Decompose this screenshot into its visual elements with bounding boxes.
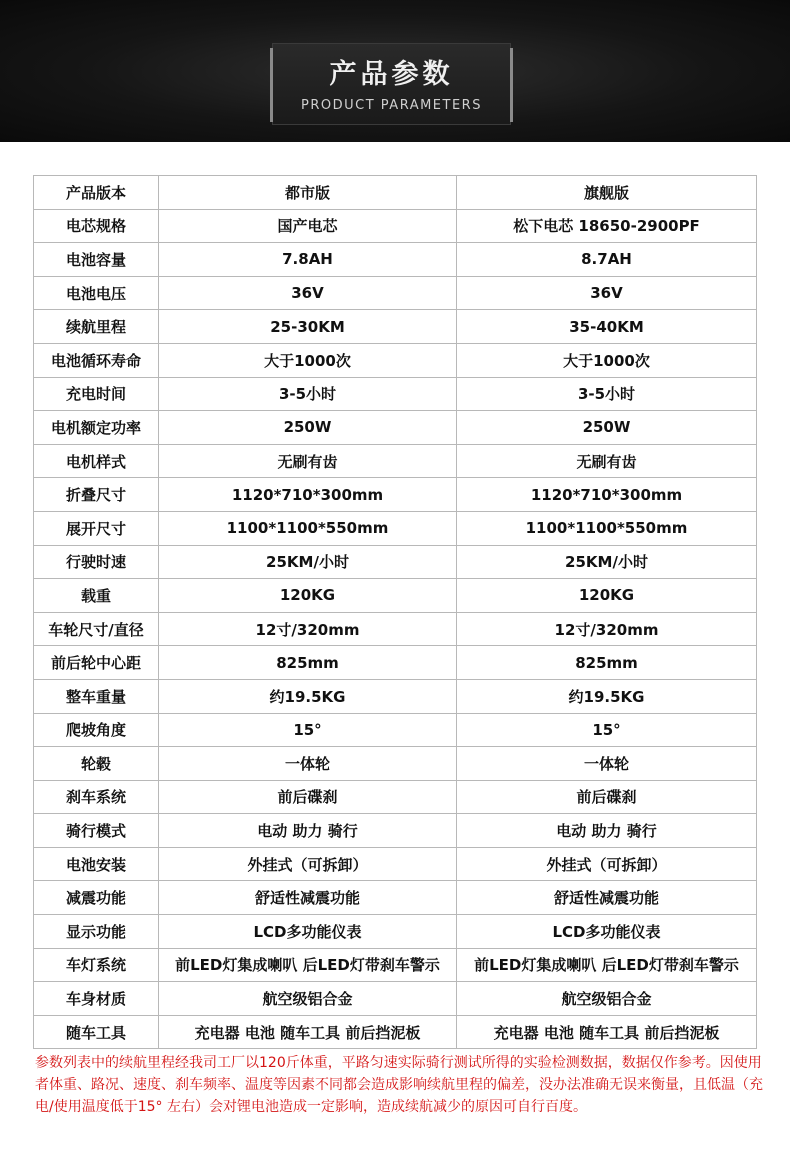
urban-version-value: 前后碟刹: [159, 780, 457, 814]
param-label: 随车工具: [34, 1015, 159, 1049]
param-label: 电池电压: [34, 276, 159, 310]
table-row: [34, 411, 757, 445]
urban-version-value: 25-30KM: [159, 310, 457, 344]
param-label: 车轮尺寸/直径: [34, 612, 159, 646]
flagship-version-value: 松下电芯 18650-2900PF: [457, 209, 757, 243]
urban-version-value: 舒适性减震功能: [159, 881, 457, 915]
urban-version-value: 25KM/小时: [159, 545, 457, 579]
urban-version-value: 都市版: [159, 176, 457, 210]
parameters-table: [33, 175, 757, 1049]
urban-version-value: 航空级铝合金: [159, 982, 457, 1016]
table-row: [34, 545, 757, 579]
table-row: [34, 881, 757, 915]
table-row: [34, 747, 757, 781]
table-row: [34, 814, 757, 848]
param-label: 电芯规格: [34, 209, 159, 243]
table-row: [34, 377, 757, 411]
urban-version-value: 前LED灯集成喇叭 后LED灯带刹车警示: [159, 948, 457, 982]
param-label: 电池容量: [34, 243, 159, 277]
table-row: [34, 713, 757, 747]
param-label: 刹车系统: [34, 780, 159, 814]
urban-version-value: 充电器 电池 随车工具 前后挡泥板: [159, 1015, 457, 1049]
urban-version-value: 120KG: [159, 579, 457, 613]
param-label: 电池循环寿命: [34, 343, 159, 377]
flagship-version-value: 电动 助力 骑行: [457, 814, 757, 848]
urban-version-value: 7.8AH: [159, 243, 457, 277]
flagship-version-value: 一体轮: [457, 747, 757, 781]
table-row: [34, 478, 757, 512]
param-label: 载重: [34, 579, 159, 613]
param-label: 续航里程: [34, 310, 159, 344]
urban-version-value: 外挂式（可拆卸）: [159, 847, 457, 881]
table-row: [34, 612, 757, 646]
flagship-version-value: 250W: [457, 411, 757, 445]
param-label: 减震功能: [34, 881, 159, 915]
param-label: 充电时间: [34, 377, 159, 411]
header-banner: [0, 0, 790, 142]
flagship-version-value: 25KM/小时: [457, 545, 757, 579]
flagship-version-value: 约19.5KG: [457, 679, 757, 713]
flagship-version-value: 充电器 电池 随车工具 前后挡泥板: [457, 1015, 757, 1049]
urban-version-value: 3-5小时: [159, 377, 457, 411]
title-right-accent: [510, 48, 513, 122]
table-row: [34, 948, 757, 982]
flagship-version-value: 外挂式（可拆卸）: [457, 847, 757, 881]
flagship-version-value: 前LED灯集成喇叭 后LED灯带刹车警示: [457, 948, 757, 982]
table-row: [34, 243, 757, 277]
flagship-version-value: 35-40KM: [457, 310, 757, 344]
flagship-version-value: 无刷有齿: [457, 444, 757, 478]
urban-version-value: 国产电芯: [159, 209, 457, 243]
urban-version-value: 250W: [159, 411, 457, 445]
urban-version-value: 825mm: [159, 646, 457, 680]
param-label: 电机样式: [34, 444, 159, 478]
urban-version-value: LCD多功能仪表: [159, 915, 457, 949]
param-label: 轮毂: [34, 747, 159, 781]
flagship-version-value: 12寸/320mm: [457, 612, 757, 646]
urban-version-value: 无刷有齿: [159, 444, 457, 478]
param-label: 前后轮中心距: [34, 646, 159, 680]
table-row: [34, 310, 757, 344]
flagship-version-value: 大于1000次: [457, 343, 757, 377]
param-label: 整车重量: [34, 679, 159, 713]
param-label: 车身材质: [34, 982, 159, 1016]
param-label: 骑行模式: [34, 814, 159, 848]
urban-version-value: 电动 助力 骑行: [159, 814, 457, 848]
table-row: [34, 780, 757, 814]
urban-version-value: 12寸/320mm: [159, 612, 457, 646]
table-row: [34, 176, 757, 210]
flagship-version-value: 舒适性减震功能: [457, 881, 757, 915]
table-row: [34, 982, 757, 1016]
param-label: 显示功能: [34, 915, 159, 949]
flagship-version-value: 航空级铝合金: [457, 982, 757, 1016]
page-subtitle: PRODUCT PARAMETERS: [301, 98, 482, 113]
table-row: [34, 915, 757, 949]
parameters-table-body: [34, 176, 757, 1049]
table-row: [34, 209, 757, 243]
urban-version-value: 一体轮: [159, 747, 457, 781]
table-row: [34, 343, 757, 377]
flagship-version-value: 15°: [457, 713, 757, 747]
param-label: 行驶时速: [34, 545, 159, 579]
flagship-version-value: 36V: [457, 276, 757, 310]
urban-version-value: 1120*710*300mm: [159, 478, 457, 512]
urban-version-value: 大于1000次: [159, 343, 457, 377]
urban-version-value: 约19.5KG: [159, 679, 457, 713]
title-box: [272, 43, 511, 125]
flagship-version-value: 8.7AH: [457, 243, 757, 277]
table-row: [34, 1015, 757, 1049]
param-label: 电池安装: [34, 847, 159, 881]
table-row: [34, 444, 757, 478]
param-label: 产品版本: [34, 176, 159, 210]
flagship-version-value: 1100*1100*550mm: [457, 511, 757, 545]
flagship-version-value: LCD多功能仪表: [457, 915, 757, 949]
table-row: [34, 579, 757, 613]
table-row: [34, 276, 757, 310]
page-title: 产品参数: [329, 59, 454, 90]
param-label: 折叠尺寸: [34, 478, 159, 512]
param-label: 展开尺寸: [34, 511, 159, 545]
flagship-version-value: 前后碟刹: [457, 780, 757, 814]
urban-version-value: 15°: [159, 713, 457, 747]
flagship-version-value: 3-5小时: [457, 377, 757, 411]
param-label: 电机额定功率: [34, 411, 159, 445]
param-label: 爬坡角度: [34, 713, 159, 747]
disclaimer-note: 参数列表中的续航里程经我司工厂以120斤体重，平路匀速实际骑行测试所得的实验检测数据，数据仅作参考。因使用者体重、路况、速度、刹车频率、温度等因素不同都会造成影响续航里程的偏差，没办法准确无误来衡量，且低温（充电/使用温度低于15° 左右）会对锂电池造成一定影响，造成续航减少的原因可自行百度。: [35, 1055, 763, 1115]
table-row: [34, 511, 757, 545]
urban-version-value: 36V: [159, 276, 457, 310]
flagship-version-value: 120KG: [457, 579, 757, 613]
flagship-version-value: 825mm: [457, 646, 757, 680]
flagship-version-value: 旗舰版: [457, 176, 757, 210]
table-row: [34, 679, 757, 713]
urban-version-value: 1100*1100*550mm: [159, 511, 457, 545]
table-row: [34, 646, 757, 680]
param-label: 车灯系统: [34, 948, 159, 982]
flagship-version-value: 1120*710*300mm: [457, 478, 757, 512]
table-row: [34, 847, 757, 881]
